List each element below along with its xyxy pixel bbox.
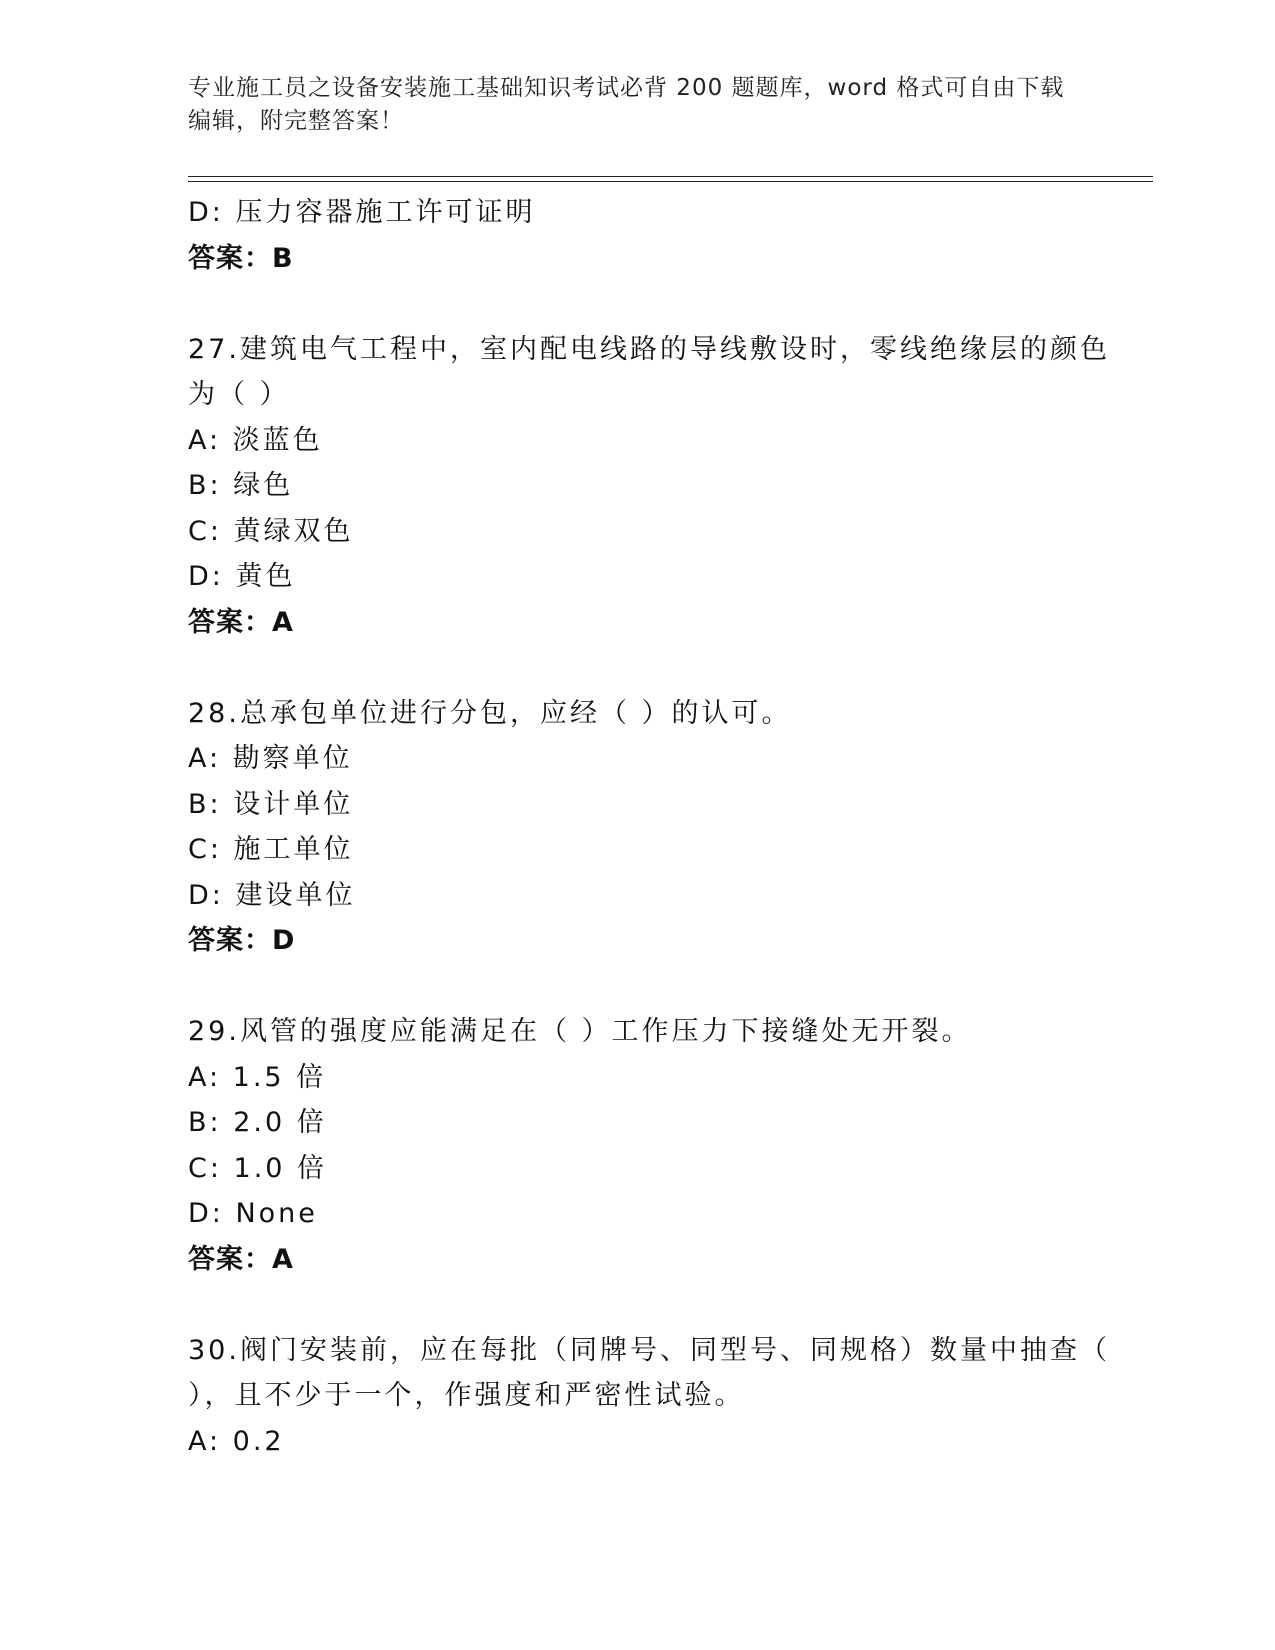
question-content [188, 190, 1110, 1464]
question-stem: 为（ ） [188, 379, 290, 410]
option-b: B: 绿色 [188, 470, 294, 501]
spacer [188, 645, 1088, 691]
header-line-1: 专业施工员之设备安装施工基础知识考试必背 200 题题库，word 格式可自由下载 [188, 75, 1065, 101]
document-header [188, 72, 1088, 138]
spacer [188, 1282, 1088, 1328]
question-30 [188, 1328, 1110, 1465]
answer-line: 答案：A [188, 1243, 294, 1275]
option-c: C: 黄绿双色 [188, 515, 354, 547]
option-d: D: 压力容器施工许可证明 [188, 197, 536, 228]
question-stem: 28.总承包单位进行分包，应经（ ）的认可。 [188, 697, 792, 729]
header-divider-bottom [188, 181, 1153, 182]
question-28 [188, 691, 1088, 964]
spacer [188, 964, 1088, 1010]
spacer [188, 281, 1088, 327]
question-stem: 27.建筑电气工程中，室内配电线路的导线敷设时，零线绝缘层的颜色 [188, 333, 1110, 365]
option-a: A: 勘察单位 [188, 743, 353, 774]
option-a: A: 0.2 [188, 1425, 285, 1457]
header-divider-top [188, 176, 1153, 177]
header-line-2: 编辑，附完整答案！ [188, 108, 404, 134]
question-27 [188, 327, 1110, 646]
option-c: C: 施工单位 [188, 834, 354, 865]
option-b: B: 2.0 倍 [188, 1107, 327, 1138]
answer-line: 答案：B [188, 242, 294, 274]
question-stem: 30.阀门安装前，应在每批（同牌号、同型号、同规格）数量中抽查（ [188, 1334, 1110, 1366]
answer-line: 答案：A [188, 606, 294, 638]
option-a: A: 1.5 倍 [188, 1061, 327, 1093]
question-stem: 29.风管的强度应能满足在（ ）工作压力下接缝处无开裂。 [188, 1016, 972, 1047]
option-d: D: 黄色 [188, 561, 296, 592]
question-29 [188, 1009, 1088, 1282]
option-d: D: 建设单位 [188, 879, 356, 911]
option-d: D: None [188, 1198, 318, 1229]
answer-line: 答案：D [188, 925, 296, 956]
option-c: C: 1.0 倍 [188, 1152, 328, 1184]
question-stem: ），且不少于一个，作强度和严密性试验。 [188, 1380, 745, 1411]
option-b: B: 设计单位 [188, 788, 354, 820]
option-a: A: 淡蓝色 [188, 424, 323, 456]
